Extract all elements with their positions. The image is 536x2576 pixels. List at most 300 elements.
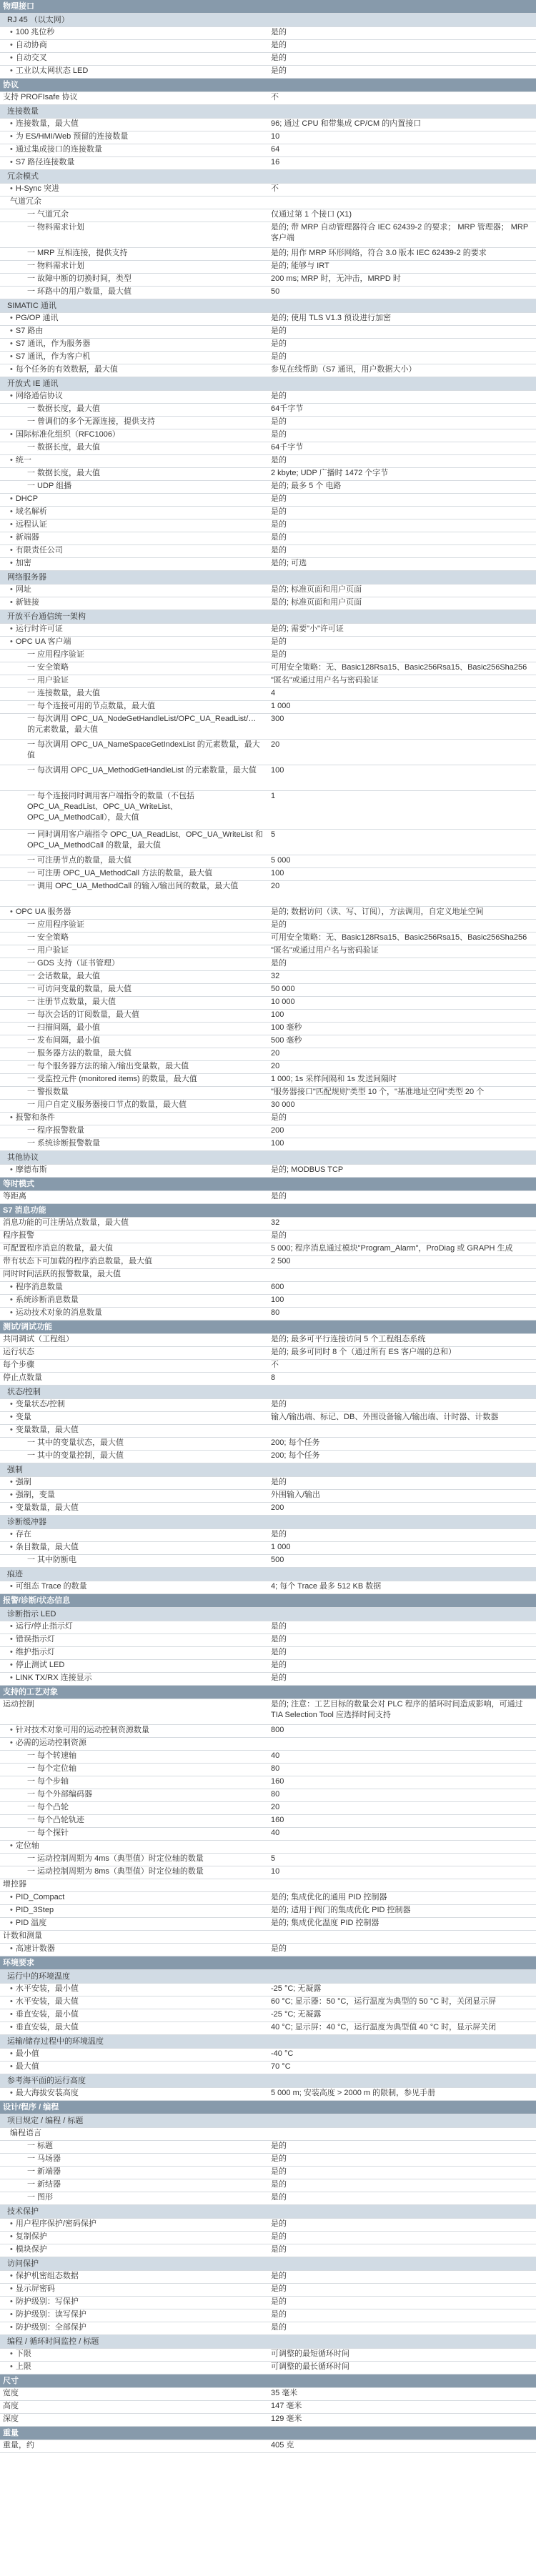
spec-value: 外围输入/输出	[268, 1490, 536, 1503]
spec-row	[0, 1061, 536, 1074]
spec-row	[0, 1738, 536, 1751]
spec-value: 是的; 集成优化的通用 PID 控制器	[268, 1892, 536, 1905]
spec-label-text: 共同调试（工程组）	[3, 1335, 74, 1343]
section-title: 报警/诊断/状态信息	[0, 1594, 536, 1608]
spec-label-text: 一 每个外部编码器	[27, 1790, 93, 1799]
spec-label	[0, 650, 268, 662]
spec-label	[0, 507, 268, 519]
spec-label-text: 高速计数器	[15, 1944, 55, 1953]
spec-label-text: 增控器	[3, 1880, 26, 1889]
spec-label	[0, 2309, 268, 2322]
spec-label	[0, 1996, 268, 2009]
spec-label-text: 防护级别：读写保护	[15, 2310, 86, 2319]
bullet-icon	[10, 339, 16, 348]
bullet-icon	[10, 1530, 16, 1538]
spec-label-text: OPC UA 客户端	[15, 637, 71, 646]
spec-row	[0, 197, 536, 209]
spec-label	[0, 945, 268, 958]
spec-row	[0, 1764, 536, 1776]
spec-row	[0, 2309, 536, 2322]
spec-label-text: 编程语言	[10, 2129, 41, 2137]
spec-label	[0, 997, 268, 1010]
spec-row	[0, 313, 536, 326]
spec-row	[0, 933, 536, 945]
spec-row	[0, 855, 536, 868]
spec-label-text: 域名解析	[15, 507, 47, 516]
spec-label	[0, 1503, 268, 1516]
bullet-icon	[10, 2297, 16, 2306]
bullet-icon	[10, 1491, 16, 1499]
section-title: 测试/调试功能	[0, 1321, 536, 1334]
spec-label	[0, 1347, 268, 1360]
spec-label-text: 一 每个连接同时调用客户端指令的数量（不包括 OPC_UA_ReadList、OPC_UA_WriteList、OPC_UA_MethodCall），最大值	[27, 792, 195, 822]
spec-label-text: 保护机密组态数据	[15, 2272, 79, 2280]
spec-label-text: 条目数量，最大值	[15, 1543, 79, 1551]
spec-label	[0, 1010, 268, 1023]
bullet-icon	[10, 1308, 16, 1317]
spec-value: 是的	[268, 53, 536, 66]
spec-value: 500 毫秒	[268, 1035, 536, 1048]
spec-row	[0, 1621, 536, 1634]
spec-label	[0, 184, 268, 197]
spec-row	[0, 417, 536, 429]
spec-value: 600	[268, 1282, 536, 1295]
spec-value: 仅通过第 1 个接口 (X1)	[268, 209, 536, 222]
spec-label	[0, 1879, 268, 1892]
section-title: 尺寸	[0, 2374, 536, 2388]
spec-value: "匿名"或通过用户名与密码验证	[268, 945, 536, 958]
spec-label-text: 可配置程序消息的数量，最大值	[3, 1244, 113, 1253]
spec-label-text: 一 可注册 OPC_UA_MethodCall 方法的数量，最大值	[27, 869, 213, 877]
spec-label	[0, 2401, 268, 2414]
spec-row	[0, 688, 536, 701]
spec-row	[0, 650, 536, 662]
spec-label	[0, 688, 268, 701]
spec-row	[0, 2232, 536, 2244]
spec-label	[0, 1399, 268, 1412]
spec-value: 100	[268, 1138, 536, 1151]
spec-value: 是的	[268, 2167, 536, 2179]
spec-label-text: 一 系统诊断报警数量	[27, 1139, 101, 1148]
section-title: 等时模式	[0, 1178, 536, 1191]
spec-label-text: 一 其中的变量状态，最大值	[27, 1438, 124, 1447]
section-header	[0, 1594, 536, 1608]
spec-label-text: 高度	[3, 2402, 19, 2410]
spec-value: 是的	[268, 2297, 536, 2309]
subsection-title: 冗余模式	[0, 170, 536, 184]
spec-label-text: 一 环路中的用户数量，最大值	[27, 287, 132, 296]
spec-label	[0, 675, 268, 688]
spec-row	[0, 1802, 536, 1815]
spec-label	[0, 2141, 268, 2154]
spec-row	[0, 27, 536, 40]
spec-row	[0, 53, 536, 66]
spec-label-text: 一 用户自定义服务器接口节点的数量，最大值	[27, 1100, 187, 1109]
spec-value: 是的; 用作 MRP 环形网络，符合 3.0 版本 IEC 62439-2 的要求	[268, 248, 536, 261]
spec-value: 是的; 使用 TLS V1.3 预设进行加密	[268, 313, 536, 326]
subsection-header	[0, 2035, 536, 2049]
spec-label	[0, 2388, 268, 2401]
bullet-icon	[10, 1893, 16, 1901]
spec-value: 是的; 标准页面和用户页面	[268, 585, 536, 597]
spec-label-text: 一 每次调用 OPC_UA_NodeGetHandleList/OPC_UA_ReadList/… 的元素数量，最大值	[27, 715, 257, 734]
spec-label-text: 报警和条件	[15, 1113, 55, 1122]
spec-value: 800	[268, 1725, 536, 1738]
bullet-icon	[10, 314, 16, 322]
spec-value: 100	[268, 868, 536, 881]
spec-label-text: 气道冗余	[10, 197, 41, 206]
spec-label	[0, 144, 268, 157]
spec-label	[0, 868, 268, 881]
spec-label-text: 一 每个步轴	[27, 1777, 69, 1786]
spec-row	[0, 352, 536, 364]
bullet-icon	[10, 1944, 16, 1953]
spec-value: 是的; 集成优化温度 PID 控制器	[268, 1918, 536, 1931]
spec-label-text: 运行/停止指示灯	[15, 1622, 73, 1631]
spec-row	[0, 545, 536, 558]
spec-value: 64	[268, 144, 536, 157]
spec-value: 1	[268, 791, 536, 830]
spec-value: 是的; MODBUS TCP	[268, 1165, 536, 1178]
spec-label-text: H-Sync 突进	[15, 184, 59, 193]
spec-value	[268, 1879, 536, 1892]
spec-label-text: LINK TX/RX 连接显示	[15, 1674, 92, 1682]
spec-label	[0, 1647, 268, 1660]
spec-label	[0, 714, 268, 740]
spec-label	[0, 417, 268, 429]
spec-row	[0, 2022, 536, 2035]
spec-row	[0, 1555, 536, 1568]
spec-value: 20	[268, 1061, 536, 1074]
spec-row	[0, 2388, 536, 2401]
subsection-header	[0, 1970, 536, 1984]
spec-value: 是的	[268, 1673, 536, 1686]
spec-label-text: 深度	[3, 2415, 19, 2423]
spec-value: 160	[268, 1776, 536, 1789]
spec-row	[0, 2284, 536, 2297]
subsection-header	[0, 571, 536, 585]
bullet-icon	[10, 41, 16, 49]
bullet-icon	[10, 907, 16, 916]
spec-row	[0, 920, 536, 933]
spec-label-text: 用户程序保护/密码保护	[15, 2219, 96, 2228]
spec-value: 405 克	[268, 2440, 536, 2453]
spec-row	[0, 1542, 536, 1555]
spec-value	[268, 1269, 536, 1282]
spec-row	[0, 442, 536, 455]
bullet-icon	[10, 494, 16, 503]
section-title: 支持的工艺对象	[0, 1686, 536, 1699]
spec-value: 100	[268, 765, 536, 791]
spec-label	[0, 1699, 268, 1725]
spec-label	[0, 1815, 268, 1828]
spec-label	[0, 261, 268, 274]
subsection-title: 状态/控制	[0, 1386, 536, 1399]
spec-value: 可调整的最长循环时间	[268, 2362, 536, 2374]
spec-label-text: 水平安装，最大值	[15, 1997, 79, 2006]
spec-value: 是的; 带 MRP 自动管理器符合 IEC 62439-2 的要求； MRP 管理器； MRP 客户端	[268, 222, 536, 248]
spec-label-text: 停止点数量	[3, 1373, 42, 1382]
spec-value: 是的	[268, 920, 536, 933]
spec-label-text: 最大值	[15, 2062, 39, 2071]
bullet-icon	[10, 1739, 16, 1747]
spec-label-text: 网络通信协议	[15, 392, 63, 400]
spec-row	[0, 1918, 536, 1931]
spec-label	[0, 1918, 268, 1931]
spec-label	[0, 1048, 268, 1061]
spec-label	[0, 545, 268, 558]
spec-label-text: 一 每次调用 OPC_UA_MethodGetHandleList 的元素数量，最大值	[27, 766, 257, 775]
spec-value: 100	[268, 1295, 536, 1308]
spec-value: 80	[268, 1789, 536, 1802]
subsection-header	[0, 14, 536, 27]
spec-row	[0, 958, 536, 971]
spec-label-text: 一 应用程序验证	[27, 650, 85, 659]
bullet-icon	[10, 2219, 16, 2228]
spec-value: 是的	[268, 2244, 536, 2257]
spec-value: 可用安全策略：无、Basic128Rsa15、Basic256Rsa15、Basic256Sha256	[268, 933, 536, 945]
spec-row	[0, 2128, 536, 2141]
spec-label	[0, 248, 268, 261]
spec-row	[0, 1269, 536, 1282]
spec-row	[0, 1035, 536, 1048]
spec-value: 是的; 数据访问（读、写、订阅），方法调用，自定义地址空间	[268, 907, 536, 920]
spec-label	[0, 1660, 268, 1673]
spec-row	[0, 1581, 536, 1594]
spec-label-text: 垂直安装，最小值	[15, 2010, 79, 2019]
subsection-title: 访问保护	[0, 2257, 536, 2271]
spec-label-text: 针对技术对象可用的运动控制资源数量	[15, 1726, 149, 1734]
subsection-title: 运行中的环境温度	[0, 1970, 536, 1984]
bullet-icon	[10, 1113, 16, 1122]
bullet-icon	[10, 2232, 16, 2241]
spec-label	[0, 1789, 268, 1802]
bullet-icon	[10, 1841, 16, 1850]
spec-label-text: 一 运动控制周期为 8ms（典型值）时定位轴的数量	[27, 1867, 204, 1876]
spec-row	[0, 1308, 536, 1321]
bullet-icon	[10, 54, 16, 62]
spec-row	[0, 1412, 536, 1425]
spec-label	[0, 494, 268, 507]
section-header	[0, 1178, 536, 1191]
spec-label	[0, 1269, 268, 1282]
spec-label-text: 一 图形	[27, 2193, 54, 2202]
spec-value: 1 000	[268, 1542, 536, 1555]
spec-row	[0, 1074, 536, 1087]
spec-label	[0, 1256, 268, 1269]
subsection-header	[0, 105, 536, 119]
subsection-title: 运输/储存过程中的环境温度	[0, 2035, 536, 2049]
spec-label-text: 统一	[15, 456, 31, 464]
spec-row	[0, 40, 536, 53]
spec-value: 是的; 最多可同时 8 个（通过所有 ES 客户端的总和）	[268, 1347, 536, 1360]
bullet-icon	[10, 1165, 16, 1174]
section-title: 协议	[0, 79, 536, 92]
bullet-icon	[10, 1503, 16, 1512]
spec-label	[0, 2349, 268, 2362]
subsection-header	[0, 170, 536, 184]
spec-value: 2 kbyte; UDP 广播时 1472 个字节	[268, 468, 536, 481]
spec-value: 是的	[268, 417, 536, 429]
spec-label-text: 运动技术对象的消息数量	[15, 1308, 102, 1317]
spec-label-text: 防护级别：全部保护	[15, 2323, 86, 2332]
spec-value: 35 毫米	[268, 2388, 536, 2401]
spec-label	[0, 2167, 268, 2179]
spec-row	[0, 2179, 536, 2192]
spec-value: 2 500	[268, 1256, 536, 1269]
spec-label	[0, 1125, 268, 1138]
bullet-icon	[10, 456, 16, 464]
spec-label-text: 一 注册节点数量，最大值	[27, 998, 116, 1006]
spec-label	[0, 1100, 268, 1113]
spec-row	[0, 391, 536, 404]
spec-value: 5 000	[268, 855, 536, 868]
spec-label	[0, 1944, 268, 1956]
spec-label	[0, 2088, 268, 2101]
spec-value: 70 °C	[268, 2062, 536, 2074]
spec-value: 200; 每个任务	[268, 1438, 536, 1451]
subsection-title: 参考海平面的运行高度	[0, 2074, 536, 2088]
bullet-icon	[10, 2010, 16, 2019]
section-header	[0, 0, 536, 14]
spec-value: 200 ms; MRP 时，无冲击，MRPD 时	[268, 274, 536, 287]
spec-label	[0, 1892, 268, 1905]
bullet-icon	[10, 392, 16, 400]
spec-value: 是的	[268, 545, 536, 558]
spec-label	[0, 66, 268, 79]
spec-label-text: 新端器	[15, 533, 39, 542]
spec-value	[268, 1841, 536, 1854]
spec-label	[0, 907, 268, 920]
spec-label-text: 网址	[15, 585, 31, 594]
spec-label	[0, 1438, 268, 1451]
spec-row	[0, 881, 536, 907]
section-header	[0, 2427, 536, 2440]
spec-label	[0, 984, 268, 997]
spec-row	[0, 287, 536, 299]
spec-row	[0, 1699, 536, 1725]
spec-value: 是的	[268, 958, 536, 971]
spec-label-text: 一 每次调用 OPC_UA_NameSpaceGetIndexList 的元素数量，最大值	[27, 740, 260, 760]
spec-label-text: 一 其中防断电	[27, 1556, 77, 1564]
bullet-icon	[10, 352, 16, 361]
spec-label-text: 国际标准化组织（RFC1006）	[15, 430, 120, 439]
subsection-header	[0, 2114, 536, 2128]
subsection-title: 痕迹	[0, 1568, 536, 1581]
spec-label	[0, 1412, 268, 1425]
bullet-icon	[10, 2272, 16, 2280]
spec-label-text: 错误指示灯	[15, 1635, 55, 1643]
spec-label-text: 远程认证	[15, 520, 47, 529]
spec-label	[0, 585, 268, 597]
bullet-icon	[10, 1296, 16, 1304]
spec-value: 40	[268, 1828, 536, 1841]
spec-label	[0, 2062, 268, 2074]
spec-label-text: DHCP	[15, 494, 39, 503]
bullet-icon	[10, 1919, 16, 1927]
spec-row	[0, 532, 536, 545]
subsection-header	[0, 1151, 536, 1165]
spec-row	[0, 1010, 536, 1023]
spec-label	[0, 1061, 268, 1074]
spec-row	[0, 468, 536, 481]
spec-value: 是的	[268, 352, 536, 364]
bullet-icon	[10, 2062, 16, 2071]
spec-label	[0, 855, 268, 868]
spec-label-text: 通过集成接口的连接数量	[15, 145, 102, 154]
spec-label-text: 最大海拔安装高度	[15, 2089, 79, 2097]
spec-row	[0, 1218, 536, 1230]
spec-value: 不	[268, 184, 536, 197]
spec-label-text: 一 标题	[27, 2142, 54, 2150]
bullet-icon	[10, 145, 16, 154]
spec-value: 不	[268, 92, 536, 105]
bullet-icon	[10, 2089, 16, 2097]
spec-label-text: S7 通讯，作为服务器	[15, 339, 91, 348]
spec-value: 500	[268, 1555, 536, 1568]
spec-row	[0, 2062, 536, 2074]
spec-row	[0, 222, 536, 248]
spec-label	[0, 958, 268, 971]
subsection-header	[0, 2205, 536, 2219]
spec-label-text: 连接数量，最大值	[15, 119, 79, 128]
spec-label	[0, 339, 268, 352]
spec-row	[0, 1660, 536, 1673]
spec-row	[0, 1334, 536, 1347]
spec-value: 是的	[268, 391, 536, 404]
spec-row	[0, 144, 536, 157]
spec-label-text: 一 每个定位轴	[27, 1764, 77, 1773]
spec-value: 4; 每个 Trace 最多 512 KB 数据	[268, 1581, 536, 1594]
bullet-icon	[10, 585, 16, 594]
spec-label-text: 自动交叉	[15, 54, 47, 62]
spec-label	[0, 1074, 268, 1087]
spec-row	[0, 1879, 536, 1892]
spec-label	[0, 933, 268, 945]
spec-label	[0, 532, 268, 545]
section-title: 重量	[0, 2427, 536, 2440]
spec-value: 是的	[268, 1477, 536, 1490]
spec-label	[0, 1581, 268, 1594]
spec-row	[0, 1905, 536, 1918]
spec-value: 是的	[268, 494, 536, 507]
spec-row	[0, 494, 536, 507]
spec-label-text: 一 每次会话的订阅数量，最大值	[27, 1010, 140, 1019]
spec-value: 10	[268, 131, 536, 144]
spec-label	[0, 1931, 268, 1944]
spec-label-text: 定位轴	[15, 1841, 39, 1850]
spec-value: 是的	[268, 326, 536, 339]
spec-value: 不	[268, 1360, 536, 1373]
bullet-icon	[10, 1426, 16, 1434]
spec-label-text: 一 UDP 组播	[27, 482, 72, 490]
spec-value: 是的; 适用于阀门的集成优化 PID 控制器	[268, 1905, 536, 1918]
spec-row	[0, 945, 536, 958]
bullet-icon	[10, 546, 16, 555]
subsection-title: 开放式 IE 通讯	[0, 377, 536, 391]
spec-label-text: 存在	[15, 1530, 31, 1538]
spec-label-text: 强制	[15, 1478, 31, 1486]
spec-label	[0, 597, 268, 610]
spec-label	[0, 1802, 268, 1815]
spec-label	[0, 287, 268, 299]
spec-label-text: 复制保护	[15, 2232, 47, 2241]
spec-label-text: 维护指示灯	[15, 1648, 55, 1656]
spec-label-text: 工业以太网状态 LED	[15, 66, 89, 75]
spec-label	[0, 455, 268, 468]
spec-value: 32	[268, 971, 536, 984]
spec-label-text: 一 每个凸轮轨迹	[27, 1816, 85, 1824]
